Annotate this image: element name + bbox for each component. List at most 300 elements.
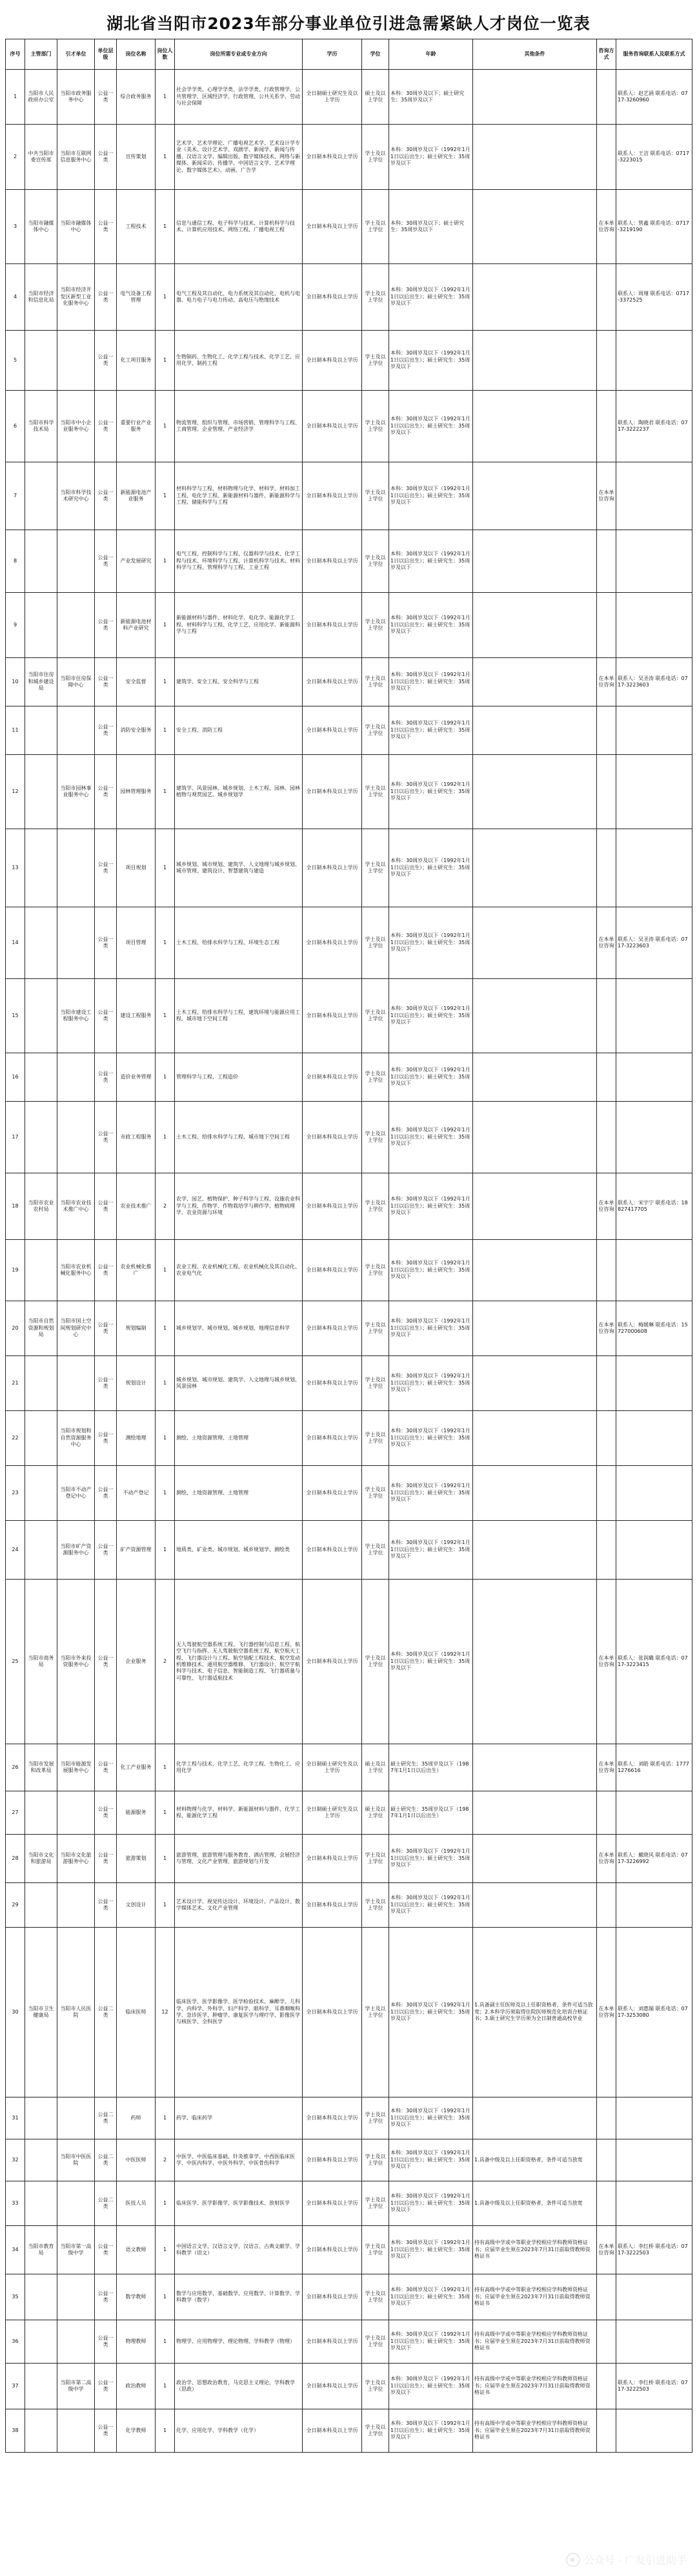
cell-level: 公益一类 <box>95 70 117 125</box>
cell-num: 1 <box>156 2364 175 2409</box>
cell-dept <box>25 462 57 530</box>
cell-unit: 当阳市农业机械化服务中心 <box>57 1240 95 1301</box>
cell-level: 公益一类 <box>95 1240 117 1301</box>
cell-other: 持有高级中学或中等职业学校相应学科教师资格证书；应届毕业生须在2023年7月31日前取得教师资格证书 <box>473 2274 597 2320</box>
cell-consult: 在本单位咨询 <box>597 2226 616 2274</box>
table-row <box>6 1521 692 1580</box>
cell-other <box>473 2097 597 2139</box>
cell-major: 物理学、应用物理学、理论物理、学科教学（物理） <box>175 2320 303 2364</box>
table-row <box>6 2320 692 2364</box>
cell-other: 持有高级中学或中等职业学校相应学科教师资格证书；应届毕业生须在2023年7月31日前取得教师资格证书 <box>473 2364 597 2409</box>
cell-degree: 学士及以上学位 <box>362 1102 389 1173</box>
cell-dept: 当阳市发展和改革局 <box>25 1744 57 1791</box>
cell-level: 公益一类 <box>95 2226 117 2274</box>
table-row <box>6 755 692 829</box>
cell-contact <box>616 1791 692 1835</box>
cell-num: 1 <box>156 391 175 462</box>
cell-dept: 当阳市人民政府办公室 <box>25 70 57 125</box>
cell-consult <box>597 2097 616 2139</box>
cell-consult <box>597 1791 616 1835</box>
cell-num: 1 <box>156 264 175 331</box>
cell-seq: 14 <box>6 907 25 979</box>
cell-degree: 学士及以上学位 <box>362 755 389 829</box>
cell-seq: 4 <box>6 264 25 331</box>
header-cell: 序号 <box>6 39 25 70</box>
cell-post: 产业发展研究 <box>117 530 156 593</box>
cell-seq: 16 <box>6 1053 25 1102</box>
cell-post: 农业技术推广 <box>117 1173 156 1240</box>
cell-seq: 28 <box>6 1835 25 1883</box>
cell-level: 公益一类 <box>95 755 117 829</box>
cell-seq: 23 <box>6 1466 25 1521</box>
header-cell: 主管部门 <box>25 39 57 70</box>
cell-dept <box>25 2139 57 2181</box>
header-cell: 岗位所需专业或专业方向 <box>175 39 303 70</box>
cell-edu: 全日制本科及以上学历 <box>303 755 362 829</box>
cell-age: 本科：30周岁及以下（1992年1月1日以后出生）；硕士研究生：35周岁及以下 <box>389 2097 473 2139</box>
table-row <box>6 264 692 331</box>
cell-seq: 10 <box>6 658 25 706</box>
cell-other <box>473 979 597 1053</box>
cell-degree: 学士及以上学位 <box>362 1466 389 1521</box>
cell-major: 土木工程、给排水科学与工程、环境生态工程 <box>175 907 303 979</box>
cell-contact <box>616 2320 692 2364</box>
cell-other <box>473 1580 597 1744</box>
cell-edu: 全日制本科及以上学历 <box>303 1835 362 1883</box>
cell-major: 化学工程与技术、化学工艺、化学工程、生物化工、应用化学 <box>175 1744 303 1791</box>
cell-contact <box>616 2409 692 2453</box>
cell-other <box>473 1356 597 1411</box>
cell-other <box>473 1835 597 1883</box>
cell-level: 公益一类 <box>95 391 117 462</box>
cell-level: 公益一类 <box>95 2274 117 2320</box>
cell-dept <box>25 1356 57 1411</box>
cell-degree: 学士及以上学位 <box>362 331 389 391</box>
document-title: 湖北省当阳市2023年部分事业单位引进急需紧缺人才岗位一览表 <box>106 14 591 33</box>
cell-edu: 全日制本科及以上学历 <box>303 2226 362 2274</box>
cell-major: 药学、临床药学 <box>175 2097 303 2139</box>
cell-post: 物理教师 <box>117 2320 156 2364</box>
cell-edu: 全日制本科及以上学历 <box>303 2181 362 2226</box>
cell-major: 建筑学、风景园林、城乡规划、土木工程、园林、园林植物与观赏园艺、城乡规划学 <box>175 755 303 829</box>
cell-other <box>473 1521 597 1580</box>
cell-other <box>473 1173 597 1240</box>
cell-unit: 当阳市能源发展服务中心 <box>57 1744 95 1791</box>
cell-consult <box>597 70 616 125</box>
cell-degree: 学士及以上学位 <box>362 1580 389 1744</box>
cell-level: 公益一类 <box>95 658 117 706</box>
cell-age: 本科：30周岁及以下（1992年1月1日以后出生）；硕士研究生：35周岁及以下 <box>389 2139 473 2181</box>
cell-seq: 17 <box>6 1102 25 1173</box>
cell-post: 化工产业服务 <box>117 1744 156 1791</box>
cell-seq: 26 <box>6 1744 25 1791</box>
cell-seq: 25 <box>6 1580 25 1744</box>
cell-age: 本科：30周岁及以下（1992年1月1日以后出生）；硕士研究生：35周岁及以下 <box>389 1466 473 1521</box>
cell-major: 城乡规划学、城市规划、城乡规划、地理信息科学 <box>175 1301 303 1356</box>
cell-seq: 11 <box>6 706 25 755</box>
cell-num: 1 <box>156 706 175 755</box>
cell-seq: 2 <box>6 125 25 190</box>
cell-degree: 学士及以上学位 <box>362 706 389 755</box>
cell-level: 公益一类 <box>95 264 117 331</box>
table-row <box>6 2139 692 2181</box>
cell-seq: 19 <box>6 1240 25 1301</box>
cell-seq: 7 <box>6 462 25 530</box>
cell-dept: 当阳市教育局 <box>25 2226 57 2274</box>
cell-unit <box>57 331 95 391</box>
table-row <box>6 1744 692 1791</box>
cell-dept: 中共当阳市委宣传部 <box>25 125 57 190</box>
cell-contact <box>616 2139 692 2181</box>
cell-major: 临床医学、医学影像学、医学检验技术、麻醉学、儿科学、内科学、外科学、妇产科学、眼科学、耳鼻咽喉科学、急诊医学、肿瘤学、康复医学与理疗学、影像医学与核医学、全科医学 <box>175 1928 303 2097</box>
cell-edu: 全日制本科及以上学历 <box>303 1173 362 1240</box>
cell-dept <box>25 706 57 755</box>
cell-consult <box>597 1053 616 1102</box>
cell-dept: 当阳市融媒体中心 <box>25 190 57 264</box>
cell-num: 1 <box>156 593 175 658</box>
cell-major: 信息与通信工程、电子科学与技术、计算机科学与技术、计算机应用技术、网络工程、广播电视工程 <box>175 190 303 264</box>
cell-post: 综合政务服务 <box>117 70 156 125</box>
cell-unit <box>57 907 95 979</box>
cell-consult <box>597 264 616 331</box>
cell-dept <box>25 1521 57 1580</box>
cell-consult <box>597 1521 616 1580</box>
cell-post: 化学教师 <box>117 2409 156 2453</box>
cell-contact <box>616 530 692 593</box>
cell-contact: 联系人：戴晓风 联系电话：0717-3226992 <box>616 1835 692 1883</box>
cell-level: 公益一类 <box>95 1102 117 1173</box>
cell-age: 硕士研究生：35周岁及以下（1987年1月1日以后出生） <box>389 1744 473 1791</box>
cell-level: 公益一类 <box>95 2409 117 2453</box>
cell-seq: 3 <box>6 190 25 264</box>
cell-num: 1 <box>156 658 175 706</box>
cell-edu: 全日制本科及以上学历 <box>303 391 362 462</box>
cell-dept <box>25 829 57 907</box>
table-row <box>6 1928 692 2097</box>
cell-seq: 29 <box>6 1883 25 1928</box>
cell-contact: 联系人：王洁 联系电话：0717-3223015 <box>616 125 692 190</box>
cell-degree: 学士及以上学位 <box>362 1053 389 1102</box>
cell-post: 旅游策划 <box>117 1835 156 1883</box>
cell-contact: 联系人：陶晓君 联系电话：0717-3222237 <box>616 391 692 462</box>
cell-major: 地质类、矿业类、城市规划、城乡规划学、测绘类 <box>175 1521 303 1580</box>
cell-major: 材料物理与化学、材料学、新能源材料与器件、化学工程、能源化学工程 <box>175 1791 303 1835</box>
cell-unit: 当阳市文化旅游服务中心 <box>57 1835 95 1883</box>
cell-contact <box>616 829 692 907</box>
cell-degree: 学士及以上学位 <box>362 2181 389 2226</box>
cell-seq: 38 <box>6 2409 25 2453</box>
cell-consult: 在本单位咨询 <box>597 190 616 264</box>
table-row <box>6 593 692 658</box>
cell-num: 1 <box>156 1102 175 1173</box>
cell-post: 数学教师 <box>117 2274 156 2320</box>
cell-consult: 在本单位咨询 <box>597 907 616 979</box>
cell-major: 电气工程及其自动化、电力系统及其自动化、电机与电器、电力电子与电力传动、高电压与绝缘技术 <box>175 264 303 331</box>
cell-major: 测绘、土地资源管理、土地管理 <box>175 1411 303 1466</box>
cell-major: 管理科学与工程、工程造价 <box>175 1053 303 1102</box>
cell-contact <box>616 1102 692 1173</box>
cell-degree: 学士及以上学位 <box>362 2139 389 2181</box>
cell-edu: 全日制本科及以上学历 <box>303 1053 362 1102</box>
cell-level: 公益一类 <box>95 706 117 755</box>
cell-contact <box>616 331 692 391</box>
cell-num: 1 <box>156 1301 175 1356</box>
cell-num: 1 <box>156 1356 175 1411</box>
cell-major: 农学、园艺、植物保护、种子科学与工程、设施农业科学与工程、作物学、作物栽培学与耕作学、植物病理学、农业资源与环境 <box>175 1173 303 1240</box>
cell-num: 1 <box>156 2320 175 2364</box>
cell-dept <box>25 1102 57 1173</box>
cell-contact <box>616 1411 692 1466</box>
cell-dept <box>25 1240 57 1301</box>
cell-num: 12 <box>156 1928 175 2097</box>
cell-unit: 当阳市住房保障中心 <box>57 658 95 706</box>
cell-post: 项目管理 <box>117 907 156 979</box>
cell-num: 1 <box>156 2226 175 2274</box>
cell-age: 本科：30周岁及以下（1992年1月1日以后出生）；硕士研究生：35周岁及以下 <box>389 1356 473 1411</box>
cell-seq: 32 <box>6 2139 25 2181</box>
cell-post: 药师 <box>117 2097 156 2139</box>
cell-other <box>473 331 597 391</box>
cell-contact: 联系人：刘皓 联系电话：17771276616 <box>616 1744 692 1791</box>
cell-degree: 学士及以上学位 <box>362 190 389 264</box>
cell-seq: 6 <box>6 391 25 462</box>
cell-dept <box>25 1883 57 1928</box>
cell-consult <box>597 1240 616 1301</box>
cell-other <box>473 1466 597 1521</box>
cell-dept <box>25 2097 57 2139</box>
cell-age: 本科：30周岁及以下（1992年1月1日以后出生）；硕士研究生：35周岁及以下 <box>389 979 473 1053</box>
cell-edu: 全日制本科及以上学历 <box>303 125 362 190</box>
cell-level: 公益一类 <box>95 1053 117 1102</box>
cell-age: 本科：30周岁及以下；硕士研究生：35周岁及以下 <box>389 190 473 264</box>
cell-contact <box>616 1466 692 1521</box>
cell-post: 文创设计 <box>117 1883 156 1928</box>
table-row <box>6 1791 692 1835</box>
header-cell: 岗位名称 <box>117 39 156 70</box>
cell-consult <box>597 2320 616 2364</box>
cell-unit: 当阳市第一高级中学 <box>57 2226 95 2274</box>
cell-contact <box>616 2181 692 2226</box>
cell-dept: 当阳市文化和旅游局 <box>25 1835 57 1883</box>
cell-num: 1 <box>156 2274 175 2320</box>
cell-seq: 24 <box>6 1521 25 1580</box>
cell-contact: 联系人：李红桥 联系电话：0717-3222503 <box>616 2364 692 2409</box>
cell-contact <box>616 1521 692 1580</box>
cell-unit <box>57 2181 95 2226</box>
cell-major: 建筑学、安全工程、安全科学与工程 <box>175 658 303 706</box>
table-row <box>6 2097 692 2139</box>
cell-major: 安全工程、消防工程 <box>175 706 303 755</box>
cell-consult <box>597 706 616 755</box>
cell-num: 1 <box>156 1411 175 1466</box>
cell-num: 1 <box>156 1835 175 1883</box>
cell-contact <box>616 1240 692 1301</box>
cell-major: 政治学、思想政治教育、马克思主义理论、学科教学（思政） <box>175 2364 303 2409</box>
table-row <box>6 125 692 190</box>
cell-unit <box>57 2097 95 2139</box>
cell-age: 本科：30周岁及以下（1992年1月1日以后出生）；硕士研究生：35周岁及以下 <box>389 2274 473 2320</box>
cell-post: 宣传策划 <box>117 125 156 190</box>
cell-dept <box>25 331 57 391</box>
cell-dept: 当阳市自然资源和规划局 <box>25 1301 57 1356</box>
cell-degree: 学士及以上学位 <box>362 462 389 530</box>
table-row <box>6 70 692 125</box>
cell-level: 公益一类 <box>95 1744 117 1791</box>
cell-major: 艺术设计学、视觉传达设计、环境设计、产品设计、数字媒体艺术、文化产业管理 <box>175 1883 303 1928</box>
cell-dept <box>25 1053 57 1102</box>
cell-unit: 当阳市不动产登记中心 <box>57 1466 95 1521</box>
cell-edu: 全日制本科及以上学历 <box>303 462 362 530</box>
cell-contact <box>616 755 692 829</box>
cell-edu: 全日制本科及以上学历 <box>303 331 362 391</box>
table-row <box>6 907 692 979</box>
cell-consult <box>597 1356 616 1411</box>
cell-age: 本科：30周岁及以下（1992年1月1日以后出生）；硕士研究生：35周岁及以下 <box>389 1102 473 1173</box>
cell-contact: 联系人：宋宇宁 联系电话：18827417705 <box>616 1173 692 1240</box>
cell-contact <box>616 1883 692 1928</box>
cell-other <box>473 462 597 530</box>
cell-contact: 联系人：周瑾 联系电话：0717-3372525 <box>616 264 692 331</box>
cell-other <box>473 829 597 907</box>
header-cell: 服务咨询联系人及联系方式 <box>616 39 692 70</box>
cell-other <box>473 1240 597 1301</box>
cell-other: 1.具备中级及以上任职资格者，条件可适当放宽 <box>473 2139 597 2181</box>
cell-unit: 当阳市互联网信息服务中心 <box>57 125 95 190</box>
cell-num: 1 <box>156 1744 175 1791</box>
cell-unit: 当阳市人民医院 <box>57 1928 95 2097</box>
cell-major: 农业工程、农业机械化工程、农业机械化及其自动化、农业电气化 <box>175 1240 303 1301</box>
cell-unit <box>57 2320 95 2364</box>
cell-unit: 当阳市融媒体中心 <box>57 190 95 264</box>
cell-consult: 在本单位咨询 <box>597 1301 616 1356</box>
cell-level: 公益一类 <box>95 1521 117 1580</box>
cell-contact: 联系人：吴圣涛 联系电话：0717-3223603 <box>616 907 692 979</box>
table-body <box>6 70 692 2453</box>
cell-degree: 学士及以上学位 <box>362 530 389 593</box>
cell-contact <box>616 462 692 530</box>
cell-num: 1 <box>156 530 175 593</box>
cell-major: 旅游管理、旅游管理与服务教育、酒店管理、会展经济与管理、文化产业管理、旅游规划与开发 <box>175 1835 303 1883</box>
cell-seq: 20 <box>6 1301 25 1356</box>
cell-other <box>473 706 597 755</box>
cell-age: 本科：30周岁及以下（1992年1月1日以后出生）；硕士研究生：35周岁及以下 <box>389 2409 473 2453</box>
cell-major: 物流管理、组织与管理、市场营销、管理科学与工程、工商管理、企业管理、产业经济学 <box>175 391 303 462</box>
cell-unit: 当阳市外来投资服务中心 <box>57 1580 95 1744</box>
cell-major: 土木工程、给排水科学与工程、建筑环境与能源应用工程、城市地下空间工程 <box>175 979 303 1053</box>
cell-edu: 全日制本科及以上学历 <box>303 593 362 658</box>
cell-level: 公益一类 <box>95 2364 117 2409</box>
cell-major: 中医学、中医临床基础、针灸推拿学、中西医临床医学、中医内科学、中医外科学、中医骨伤科学 <box>175 2139 303 2181</box>
cell-other <box>473 907 597 979</box>
cell-major: 数学与应用数学、基础数学、应用数学、计算数学、学科教学（数学） <box>175 2274 303 2320</box>
cell-unit: 当阳市国土空间规划研究中心 <box>57 1301 95 1356</box>
cell-other <box>473 190 597 264</box>
cell-degree: 学士及以上学位 <box>362 264 389 331</box>
cell-age: 本科：30周岁及以下（1992年1月1日以后出生）；硕士研究生：35周岁及以下 <box>389 530 473 593</box>
cell-other <box>473 70 597 125</box>
table-row <box>6 1580 692 1744</box>
cell-degree: 学士及以上学位 <box>362 2097 389 2139</box>
table-row <box>6 1102 692 1173</box>
cell-num: 1 <box>156 755 175 829</box>
cell-age: 本科：30周岁及以下（1992年1月1日以后出生）；硕士研究生：35周岁及以下 <box>389 907 473 979</box>
cell-other <box>473 1791 597 1835</box>
cell-consult: 在本单位咨询 <box>597 1173 616 1240</box>
cell-major: 测绘、土地资源管理、土地管理 <box>175 1466 303 1521</box>
cell-post: 园林管理服务 <box>117 755 156 829</box>
cell-post: 新能源电池产业服务 <box>117 462 156 530</box>
cell-age: 本科：30周岁及以下（1992年1月1日以后出生）；硕士研究生：35周岁及以下 <box>389 331 473 391</box>
cell-contact: 联系人：吴圣涛 联系电话：0717-3223603 <box>616 658 692 706</box>
table-row <box>6 530 692 593</box>
cell-edu: 全日制本科及以上学历 <box>303 979 362 1053</box>
cell-degree: 学士及以上学位 <box>362 1301 389 1356</box>
cell-age: 本科：30周岁及以下（1992年1月1日以后出生）；硕士研究生：35周岁及以下 <box>389 264 473 331</box>
cell-other <box>473 391 597 462</box>
cell-dept <box>25 1411 57 1466</box>
cell-age: 本科：30周岁及以下（1992年1月1日以后出生）；硕士研究生：35周岁及以下 <box>389 593 473 658</box>
cell-unit: 当阳市第二高级中学 <box>57 2364 95 2409</box>
cell-unit <box>57 1356 95 1411</box>
cell-seq: 13 <box>6 829 25 907</box>
cell-seq: 35 <box>6 2274 25 2320</box>
cell-edu: 全日制本科及以上学历 <box>303 1301 362 1356</box>
cell-contact: 联系人：张润璐 联系电话：0717-3223415 <box>616 1580 692 1744</box>
cell-level: 公益一类 <box>95 907 117 979</box>
cell-num: 2 <box>156 1173 175 1240</box>
cell-major: 材料科学与工程、材料物理与化学、材料学、材料加工工程、电化学工程、新能源材料与器件、新能源科学与工程、储能科学与工程 <box>175 462 303 530</box>
cell-seq: 9 <box>6 593 25 658</box>
cell-age: 本科：30周岁及以下（1992年1月1日以后出生）；硕士研究生：35周岁及以下 <box>389 1053 473 1102</box>
cell-contact <box>616 2097 692 2139</box>
cell-other <box>473 1053 597 1102</box>
cell-level: 公益二类 <box>95 2097 117 2139</box>
cell-num: 1 <box>156 829 175 907</box>
cell-unit <box>57 829 95 907</box>
cell-edu: 全日制本科及以上学历 <box>303 2139 362 2181</box>
cell-unit <box>57 1053 95 1102</box>
cell-other <box>473 1102 597 1173</box>
cell-level: 公益一类 <box>95 125 117 190</box>
cell-post: 临床医师 <box>117 1928 156 2097</box>
table-row <box>6 1173 692 1240</box>
cell-major: 新能源材料与器件、材料化学、电化学、能源化学工程、材料科学与工程、化学工艺、应用化学、新能源科学与工程 <box>175 593 303 658</box>
cell-dept <box>25 593 57 658</box>
cell-level: 公益一类 <box>95 530 117 593</box>
table-row <box>6 658 692 706</box>
cell-other <box>473 125 597 190</box>
cell-seq: 18 <box>6 1173 25 1240</box>
cell-consult <box>597 2139 616 2181</box>
cell-post: 建设工程服务 <box>117 979 156 1053</box>
cell-level: 公益一类 <box>95 1835 117 1883</box>
cell-consult <box>597 2409 616 2453</box>
cell-age: 硕士研究生：35周岁及以下（1987年1月1日以后出生） <box>389 1791 473 1835</box>
cell-edu: 全日制本科及以上学历 <box>303 1102 362 1173</box>
cell-edu: 全日制本科及以上学历 <box>303 2274 362 2320</box>
cell-degree: 学士及以上学位 <box>362 1928 389 2097</box>
cell-level: 公益一类 <box>95 462 117 530</box>
cell-dept: 当阳市农业农村局 <box>25 1173 57 1240</box>
cell-dept: 当阳市商务局 <box>25 1580 57 1744</box>
cell-contact: 联系人：赵艺涵 联系电话：0717-3260960 <box>616 70 692 125</box>
cell-post: 不动产登记 <box>117 1466 156 1521</box>
cell-num: 1 <box>156 331 175 391</box>
cell-num: 1 <box>156 2181 175 2226</box>
cell-dept <box>25 2364 57 2409</box>
cell-edu: 全日制本科及以上学历 <box>303 2320 362 2364</box>
cell-age: 本科：30周岁及以下（1992年1月1日以后出生）；硕士研究生：35周岁及以下 <box>389 1411 473 1466</box>
